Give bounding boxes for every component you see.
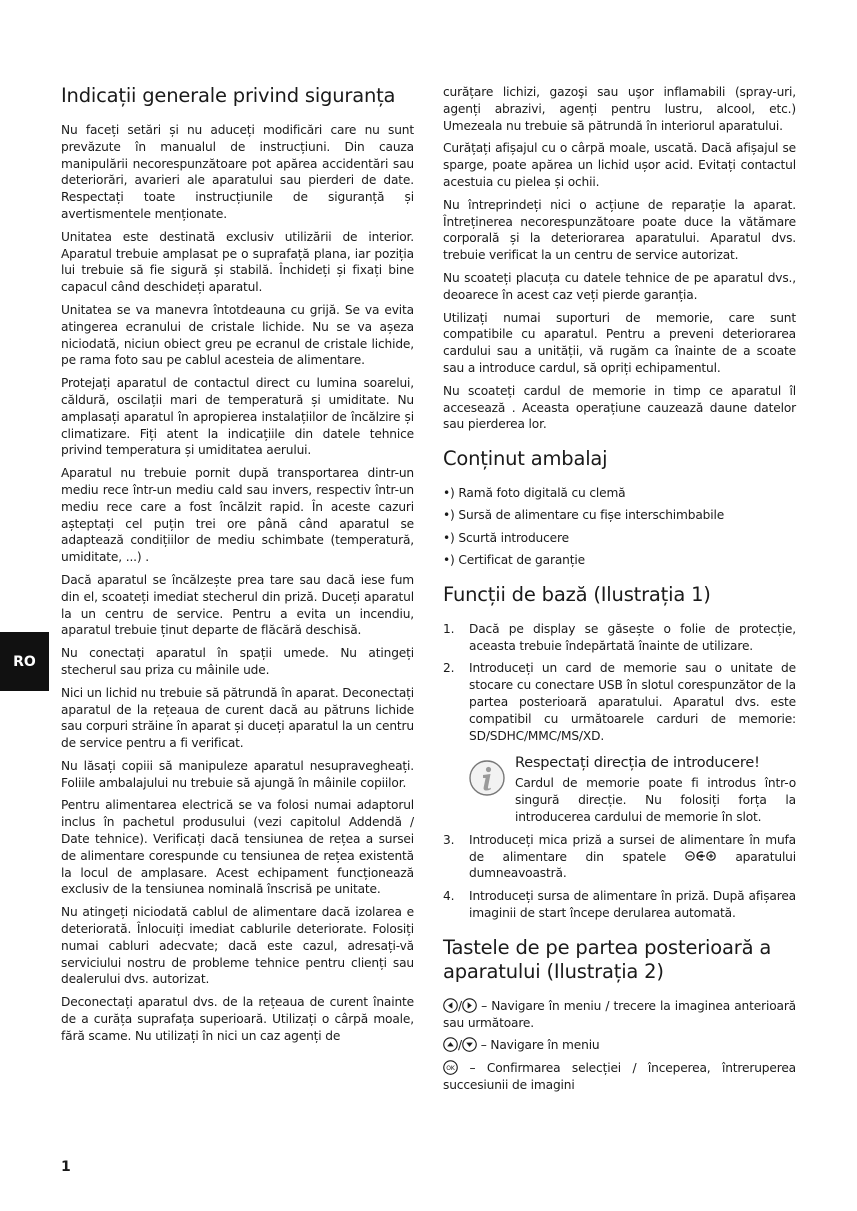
info-icon: [469, 760, 505, 796]
safety-paragraph: curățare lichizi, gazoşi sau uşor inflamabili (spray-uri, agenți abrazivi, agenți pentru lustru, alcool, etc.) Umezeala nu trebuie să pătrundă în interiorul aparatului.: [443, 85, 796, 133]
safety-paragraph: Nu întreprindeți nici o acțiune de reparație la aparat. Întreținerea necorespunzătoare poate duce la vătămare corporală și la deteriorarea aparatului. Aparatul dvs. trebuie verificat la un centru de service autorizat.: [443, 197, 796, 263]
safety-paragraph: Unitatea se va manevra întotdeauna cu grijă. Se va evita atingerea ecranului de cristale lichide. Nu se va așeza niciodată, niciun obiect greu pe ecranul de cristale lichide, pe rama foto sau pe cablul acesteia de alimentare.: [61, 302, 414, 368]
safety-paragraph: Utilizați numai suporturi de memorie, care sunt compatibile cu aparatul. Pentru a preveni deteriorarea cardului sau a unității, vă rugăm ca înainte de a scoate sau a introduce cardul, să opriți echipamentul.: [443, 310, 796, 375]
key-line-ok: [443, 1060, 796, 1094]
step-text: aparatului dumneavoastră.: [469, 849, 796, 881]
keys-heading: Tastele de pe partea posterioară a aparatului (Ilustrația 2): [443, 935, 772, 983]
safety-paragraph: Aparatul nu trebuie pornit după transportarea dintr-un mediu rece într-un mediu cald sau invers, respectiv într-un mediu rece care a fost încălzit rapid. În aceste cazuri așteptați cel puțin trei ore până când aparatul se adaptează condițiilor de mediu schimbate (temperatură, umiditate, ...) .: [61, 466, 414, 565]
package-heading: Conținut ambalaj: [443, 447, 608, 471]
safety-paragraph: Nu atingeți niciodată cablul de alimentare dacă izolarea e deteriorată. Înlocuiți imediat cablurile deteriorate. Folosiți numai cabluri adecvate; dacă este cazul, adresați-vă serviciului nostru de probleme tehnice pentru clienți sau dealerului dvs. autorizat.: [61, 905, 414, 987]
left-column: [61, 84, 414, 1051]
safety-paragraph: Nu lăsați copiii să manipuleze aparatul nesupravegheați. Foliile ambalajului nu trebuie să ajungă în mâinile copiilor.: [61, 758, 414, 790]
right-column: [443, 84, 796, 1100]
safety-paragraph: Nu conectați aparatul în spații umede. Nu atingeți stecherul sau priza cu mâinile ude.: [61, 646, 414, 677]
ok-key-label: OK: [446, 1064, 455, 1072]
step-text: Introduceți un card de memorie sau o unitate de stocare cu conectare USB în slotul corespunzător de la partea posterioară aparatului. Aparatul dvs. este compatibil cu următoarele carduri de memorie: SD/SDHC/MMC/MS/XD.: [469, 661, 796, 743]
key-description: – Navigare în meniu: [476, 1038, 600, 1053]
functions-steps: [443, 621, 796, 745]
key-description: – Confirmarea selecției / începerea, întreruperea succesiunii de imagini: [443, 1061, 796, 1092]
functions-steps-continued: [443, 832, 796, 922]
step-text: Dacă pe display se găsește o folie de protecție, aceasta trebuie îndepărtată înainte de utilizare.: [469, 621, 796, 653]
list-item: •) Ramă foto digitală cu clemă: [443, 486, 626, 501]
page-number: 1: [61, 1159, 71, 1175]
safety-paragraph: Pentru alimentarea electrică se va folosi numai adaptorul inclus în pachetul produsului (vezi capitolul Addendă / Date tehnice). Verificați dacă tensiunea de rețea a sursei de alimentare corespunde cu tensiunea de rețea existentă la locul de amplasare. Acest echipament funcționează exclusiv de la tensiunea nominală înscrisă pe unitate.: [61, 798, 414, 897]
right-arrow-key-icon: [462, 998, 477, 1013]
info-note: [443, 754, 796, 825]
up-arrow-key-icon: [443, 1037, 458, 1052]
step-item: [443, 832, 796, 882]
safety-paragraph: Nici un lichid nu trebuie să pătrundă în aparat. Deconectați aparatul de la rețeaua de curent dacă au pătruns lichide sau corpuri străine în aparat și duceți aparatul la un centru de service pentru a fi verificat.: [61, 685, 414, 751]
safety-paragraph: Deconectați aparatul dvs. de la rețeaua de curent înainte de a curăța suprafața superioară. Utilizați o cârpă moale, fără scame. Nu utilizați în nici un caz agenți de: [61, 995, 414, 1043]
safety-paragraph: Nu faceți setări și nu aduceți modificări care nu sunt prevăzute în manualul de instrucțiuni. Din cauza manipulării necorespunzătoare pot apărea accidentări sau deteriorări, avarieri ale aparatului sau pierderi de date. Respectați toate instrucțiunile de siguranță și avertismentele menționate.: [61, 123, 414, 221]
functions-heading: Funcții de bază (Ilustrația 1): [443, 582, 711, 606]
note-title: Respectați direcția de introducere!: [515, 755, 760, 772]
package-list: [443, 485, 796, 569]
language-tab: RO: [0, 632, 49, 691]
list-item: •) Sursă de alimentare cu fișe interschimbabile: [443, 508, 725, 523]
step-text: Introduceți sursa de alimentare în priză. După afișarea imaginii de start începe derularea automată.: [469, 889, 796, 920]
step-number: 1.: [443, 621, 455, 636]
step-item: [443, 621, 796, 655]
step-text: Introduceți mica priză a sursei de alimentare în mufa de alimentare din spatele: [469, 832, 796, 864]
list-item: •) Scurtă introducere: [443, 530, 569, 545]
safety-paragraph: Dacă aparatul se încălzește prea tare sau dacă iese fum din el, scoateți imediat stecherul din priză. Duceți aparatul la un centru de service. Pentru a evita un incendiu, aparatul trebuie ținut departe de flăcără deschisă.: [61, 572, 414, 638]
left-arrow-key-icon: [443, 998, 458, 1013]
safety-paragraph: Unitatea este destinată exclusiv utilizării de interior. Aparatul trebuie amplasat pe o suprafață plana, iar poziția lui trebuie să fie sigură și stabilă. Închideți și fixați bine capacul când deschideți aparatul.: [61, 229, 414, 295]
safety-paragraph: Nu scoateți cardul de memorie in timp ce aparatul îl accesează . Aceasta operațiune cauzează daune datelor sau pierderea lor.: [443, 383, 796, 432]
step-item: [443, 888, 796, 922]
safety-paragraph: Curățați afișajul cu o cârpă moale, uscată. Dacă afișajul se sparge, poate apărea un lichid ușor acid. Evitați contactul acestuia cu pielea și ochii.: [443, 141, 796, 189]
key-line-up-down: [443, 1037, 796, 1054]
list-item: •) Certificat de garanție: [443, 553, 585, 568]
key-description: – Navigare în meniu / trecere la imaginea anterioară sau următoare.: [443, 998, 796, 1030]
key-separator: /: [458, 998, 462, 1013]
step-number: 3.: [443, 832, 455, 847]
note-text: Cardul de memorie poate fi introdus într-o singură direcție. Nu folosiți forța la introducerea cardului de memorie în slot.: [515, 776, 796, 824]
key-separator: /: [458, 1038, 462, 1053]
safety-heading: Indicații generale privind siguranța: [61, 84, 396, 107]
step-number: 4.: [443, 889, 455, 904]
safety-paragraph: Nu scoateți placuța cu datele tehnice de pe aparatul dvs., deoarece în acest caz veți pierde garanția.: [443, 270, 796, 302]
step-number: 2.: [443, 661, 455, 676]
ok-key-icon: [443, 1060, 458, 1075]
safety-paragraph: Protejați aparatul de contactul direct cu lumina soarelui, căldură, oscilații mari de temperatură și umiditate. Nu amplasați aparatul în apropierea instalațiilor de încălzire și climatizare. Fiți atent la indicațiile din datele tehnice privind temperatura și umiditatea aerului.: [61, 376, 414, 458]
down-arrow-key-icon: [462, 1037, 477, 1052]
polarity-icon: [685, 850, 717, 862]
step-item: [443, 660, 796, 744]
key-line-left-right: [443, 998, 796, 1032]
